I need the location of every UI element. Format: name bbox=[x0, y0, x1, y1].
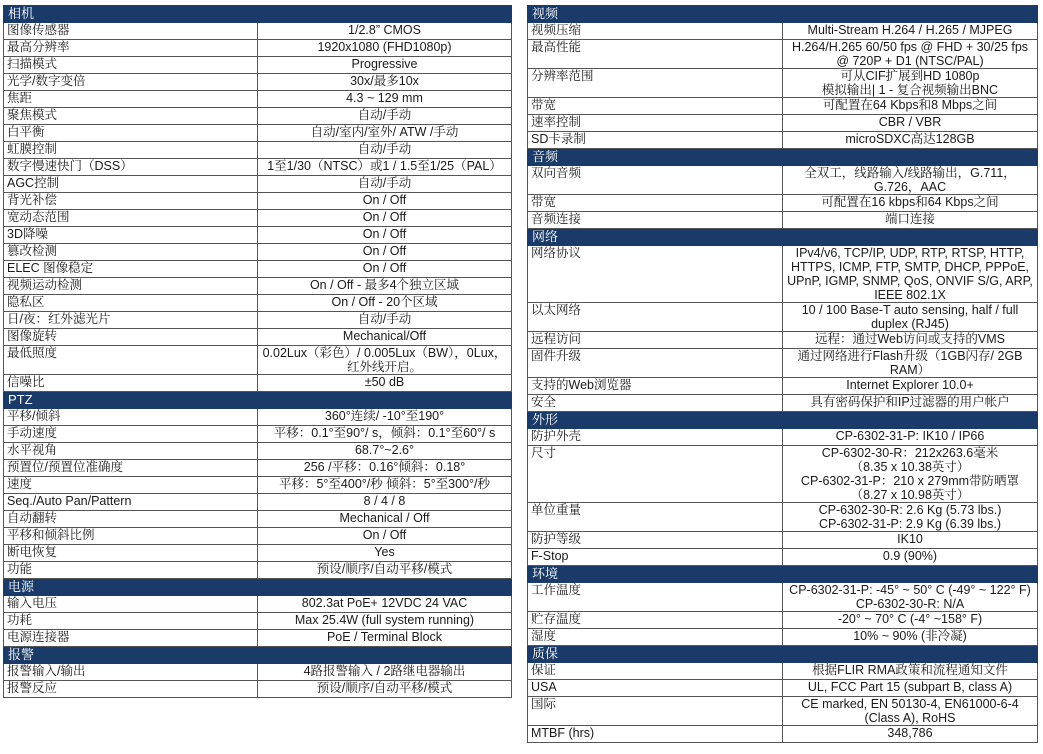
spec-row bbox=[4, 562, 512, 579]
spec-value: 360°连续/ -10°至190° bbox=[258, 409, 512, 426]
spec-row bbox=[528, 726, 1038, 743]
spec-row bbox=[528, 680, 1038, 697]
spec-value: 通过网络进行Flash升级（1GB闪存/ 2GB RAM） bbox=[783, 349, 1038, 378]
section-title: PTZ bbox=[4, 392, 512, 409]
spec-label: 输入电压 bbox=[4, 596, 258, 613]
section-header bbox=[4, 6, 512, 23]
spec-row bbox=[4, 278, 512, 295]
spec-value: Internet Explorer 10.0+ bbox=[783, 378, 1038, 395]
spec-row bbox=[528, 332, 1038, 349]
spec-label: 单位重量 bbox=[528, 503, 783, 532]
spec-value: 4路报警输入 / 2路继电器输出 bbox=[258, 664, 512, 681]
spec-label: 分辨率范围 bbox=[528, 69, 783, 98]
spec-label: 国际 bbox=[528, 697, 783, 726]
spec-value: Mechanical / Off bbox=[258, 511, 512, 528]
spec-row bbox=[528, 132, 1038, 149]
spec-value: 自动/室内/室外/ ATW /手动 bbox=[258, 125, 512, 142]
spec-row bbox=[4, 528, 512, 545]
spec-label: 防护外壳 bbox=[528, 429, 783, 446]
spec-row bbox=[528, 395, 1038, 412]
spec-label: AGC控制 bbox=[4, 176, 258, 193]
spec-label: 网络协议 bbox=[528, 246, 783, 303]
spec-row bbox=[528, 115, 1038, 132]
spec-label: 支持的Web浏览器 bbox=[528, 378, 783, 395]
spec-label: 电源连接器 bbox=[4, 630, 258, 647]
spec-label: 背光补偿 bbox=[4, 193, 258, 210]
spec-label: 速度 bbox=[4, 477, 258, 494]
spec-label: 手动速度 bbox=[4, 426, 258, 443]
section-title: 相机 bbox=[4, 6, 512, 23]
spec-row bbox=[528, 40, 1038, 69]
spec-value: -20° ~ 70° C (-4° ~158° F) bbox=[783, 612, 1038, 629]
spec-label: 水平视角 bbox=[4, 443, 258, 460]
spec-value: IK10 bbox=[783, 532, 1038, 549]
spec-value: 平移：0.1°至90°/ s，倾斜：0.1°至60°/ s bbox=[258, 426, 512, 443]
spec-row bbox=[528, 583, 1038, 612]
spec-row bbox=[528, 98, 1038, 115]
spec-row bbox=[4, 159, 512, 176]
spec-label: 平移和倾斜比例 bbox=[4, 528, 258, 545]
spec-row bbox=[528, 663, 1038, 680]
spec-label: 日/夜：红外滤光片 bbox=[4, 312, 258, 329]
spec-label: ELEC 图像稳定 bbox=[4, 261, 258, 278]
spec-value: UL, FCC Part 15 (subpart B, class A) bbox=[783, 680, 1038, 697]
spec-label: 报警反应 bbox=[4, 681, 258, 698]
spec-label: 3D降噪 bbox=[4, 227, 258, 244]
spec-value: 802.3at PoE+ 12VDC 24 VAC bbox=[258, 596, 512, 613]
spec-row bbox=[528, 195, 1038, 212]
section-header bbox=[528, 229, 1038, 246]
spec-value: 8 / 4 / 8 bbox=[258, 494, 512, 511]
section-header bbox=[528, 566, 1038, 583]
spec-value: CP-6302-31-P: -45° ~ 50° C (-49° ~ 122° F) CP-6302-30-R: N/A bbox=[783, 583, 1038, 612]
spec-value: 端口连接 bbox=[783, 212, 1038, 229]
spec-row bbox=[528, 303, 1038, 332]
spec-row bbox=[4, 142, 512, 159]
spec-label: 预置位/预置位准确度 bbox=[4, 460, 258, 477]
spec-value: On / Off bbox=[258, 210, 512, 227]
spec-value: 自动/手动 bbox=[258, 108, 512, 125]
spec-label: 平移/倾斜 bbox=[4, 409, 258, 426]
spec-label: 焦距 bbox=[4, 91, 258, 108]
spec-column-left bbox=[3, 5, 512, 698]
spec-value: On / Off bbox=[258, 227, 512, 244]
spec-value: On / Off bbox=[258, 193, 512, 210]
spec-label: 图像旋转 bbox=[4, 329, 258, 346]
spec-label: 数字慢速快门（DSS） bbox=[4, 159, 258, 176]
spec-label: 以太网络 bbox=[528, 303, 783, 332]
spec-value: Mechanical/Off bbox=[258, 329, 512, 346]
spec-label: F-Stop bbox=[528, 549, 783, 566]
spec-row bbox=[4, 244, 512, 261]
spec-row bbox=[4, 227, 512, 244]
spec-row bbox=[4, 494, 512, 511]
spec-row bbox=[4, 329, 512, 346]
spec-value: 自动/手动 bbox=[258, 142, 512, 159]
spec-label: 隐私区 bbox=[4, 295, 258, 312]
section-header bbox=[528, 646, 1038, 663]
spec-row bbox=[4, 443, 512, 460]
spec-label: 双向音频 bbox=[528, 166, 783, 195]
section-header bbox=[4, 392, 512, 409]
section-header bbox=[528, 412, 1038, 429]
spec-row bbox=[4, 295, 512, 312]
spec-value: 256 /平移：0.16°倾斜：0.18° bbox=[258, 460, 512, 477]
spec-row bbox=[528, 378, 1038, 395]
spec-row bbox=[4, 460, 512, 477]
spec-label: 报警输入/输出 bbox=[4, 664, 258, 681]
spec-label: 自动翻转 bbox=[4, 511, 258, 528]
spec-value: Progressive bbox=[258, 57, 512, 74]
spec-label: 带宽 bbox=[528, 195, 783, 212]
spec-value: 远程：通过Web访问或支持的VMS bbox=[783, 332, 1038, 349]
spec-value: 0.02Lux（彩色）/ 0.005Lux（BW），0Lux，红外线开启。 bbox=[258, 346, 512, 375]
spec-value: 348,786 bbox=[783, 726, 1038, 743]
spec-value: H.264/H.265 60/50 fps @ FHD + 30/25 fps @ 720P + D1 (NTSC/PAL) bbox=[783, 40, 1038, 69]
section-title: 电源 bbox=[4, 579, 512, 596]
spec-row bbox=[528, 612, 1038, 629]
spec-value: 4.3 ~ 129 mm bbox=[258, 91, 512, 108]
spec-row bbox=[4, 23, 512, 40]
spec-row bbox=[528, 246, 1038, 303]
spec-label: 篡改检测 bbox=[4, 244, 258, 261]
spec-row bbox=[4, 57, 512, 74]
section-title: 网络 bbox=[528, 229, 1038, 246]
spec-row bbox=[4, 346, 512, 375]
spec-row bbox=[528, 349, 1038, 378]
spec-row bbox=[4, 477, 512, 494]
spec-label: 光学/数字变倍 bbox=[4, 74, 258, 91]
spec-row bbox=[528, 429, 1038, 446]
spec-table-right bbox=[527, 5, 1038, 743]
spec-value: 1/2.8” CMOS bbox=[258, 23, 512, 40]
spec-label: 功能 bbox=[4, 562, 258, 579]
spec-label: 信噪比 bbox=[4, 375, 258, 392]
spec-label: 固件升级 bbox=[528, 349, 783, 378]
spec-label: 速率控制 bbox=[528, 115, 783, 132]
spec-row bbox=[528, 549, 1038, 566]
spec-value: CP-6302-30-R：212x263.6毫米 （8.35 x 10.38英寸） CP-6302-31-P：210 x 279mm带防晒罩（8.27 x 10.98英寸） bbox=[783, 446, 1038, 503]
spec-row bbox=[4, 613, 512, 630]
spec-row bbox=[528, 212, 1038, 229]
spec-value: PoE / Terminal Block bbox=[258, 630, 512, 647]
spec-value: 30x/最多10x bbox=[258, 74, 512, 91]
spec-value: 68.7°~2.6° bbox=[258, 443, 512, 460]
spec-label: 宽动态范围 bbox=[4, 210, 258, 227]
spec-value: microSDXC高达128GB bbox=[783, 132, 1038, 149]
spec-value: 具有密码保护和IP过滤器的用户帐户 bbox=[783, 395, 1038, 412]
spec-column-right bbox=[527, 5, 1038, 743]
spec-row bbox=[4, 409, 512, 426]
spec-value: CP-6302-30-R: 2.6 Kg (5.73 lbs.) CP-6302-31-P: 2.9 Kg (6.39 lbs.) bbox=[783, 503, 1038, 532]
section-title: 环境 bbox=[528, 566, 1038, 583]
spec-row bbox=[4, 596, 512, 613]
spec-row bbox=[4, 511, 512, 528]
spec-label: 防护等级 bbox=[528, 532, 783, 549]
spec-value: Max 25.4W (full system running) bbox=[258, 613, 512, 630]
spec-value: 可从CIF扩展到HD 1080p 模拟输出| 1 - 复合视频输出BNC bbox=[783, 69, 1038, 98]
spec-label: 最高分辨率 bbox=[4, 40, 258, 57]
spec-value: On / Off - 20个区域 bbox=[258, 295, 512, 312]
spec-label: 尺寸 bbox=[528, 446, 783, 503]
spec-label: USA bbox=[528, 680, 783, 697]
spec-value: 自动/手动 bbox=[258, 312, 512, 329]
spec-label: 视频运动检测 bbox=[4, 278, 258, 295]
spec-label: 图像传感器 bbox=[4, 23, 258, 40]
spec-row bbox=[4, 375, 512, 392]
spec-row bbox=[4, 664, 512, 681]
section-title: 质保 bbox=[528, 646, 1038, 663]
spec-value: 可配置在16 kbps和64 Kbps之间 bbox=[783, 195, 1038, 212]
spec-value: 全双工，线路输入/线路输出，G.711，G.726，AAC bbox=[783, 166, 1038, 195]
spec-row bbox=[4, 210, 512, 227]
spec-value: On / Off bbox=[258, 528, 512, 545]
spec-value: 平移：5°至400°/秒 倾斜：5°至300°/秒 bbox=[258, 477, 512, 494]
spec-row bbox=[4, 91, 512, 108]
spec-row bbox=[4, 630, 512, 647]
section-title: 外形 bbox=[528, 412, 1038, 429]
spec-row bbox=[528, 166, 1038, 195]
section-header bbox=[528, 149, 1038, 166]
section-title: 音频 bbox=[528, 149, 1038, 166]
spec-value: CP-6302-31-P: IK10 / IP66 bbox=[783, 429, 1038, 446]
spec-row bbox=[528, 503, 1038, 532]
spec-value: IPv4/v6, TCP/IP, UDP, RTP, RTSP, HTTP, HTTPS, ICMP, FTP, SMTP, DHCP, PPPoE, UPnP, IGMP, SNMP, QoS, ONVIF S/G, ARP, IEEE 802.1X bbox=[783, 246, 1038, 303]
spec-row bbox=[4, 74, 512, 91]
spec-value: 预设/顺序/自动平移/模式 bbox=[258, 681, 512, 698]
spec-row bbox=[4, 193, 512, 210]
spec-label: 最高性能 bbox=[528, 40, 783, 69]
spec-value: 自动/手动 bbox=[258, 176, 512, 193]
section-header bbox=[528, 6, 1038, 23]
spec-value: 1至1/30（NTSC）或1 / 1.5至1/25（PAL） bbox=[258, 159, 512, 176]
spec-row bbox=[528, 629, 1038, 646]
spec-label: 湿度 bbox=[528, 629, 783, 646]
section-title: 视频 bbox=[528, 6, 1038, 23]
spec-label: 虹膜控制 bbox=[4, 142, 258, 159]
spec-row bbox=[4, 108, 512, 125]
spec-value: Multi-Stream H.264 / H.265 / MJPEG bbox=[783, 23, 1038, 40]
spec-value: 根据FLIR RMA政策和流程通知文件 bbox=[783, 663, 1038, 680]
spec-value: 0.9 (90%) bbox=[783, 549, 1038, 566]
spec-value: 10% ~ 90% (非冷凝) bbox=[783, 629, 1038, 646]
spec-row bbox=[528, 446, 1038, 503]
spec-label: MTBF (hrs) bbox=[528, 726, 783, 743]
spec-value: 预设/顺序/自动平移/模式 bbox=[258, 562, 512, 579]
spec-table-left bbox=[3, 5, 512, 698]
spec-row bbox=[4, 681, 512, 698]
spec-row bbox=[4, 261, 512, 278]
spec-value: On / Off bbox=[258, 244, 512, 261]
spec-row bbox=[4, 176, 512, 193]
section-header bbox=[4, 579, 512, 596]
spec-label: 贮存温度 bbox=[528, 612, 783, 629]
spec-row bbox=[4, 545, 512, 562]
spec-label: SD卡录制 bbox=[528, 132, 783, 149]
spec-label: 远程访问 bbox=[528, 332, 783, 349]
spec-row bbox=[4, 426, 512, 443]
spec-row bbox=[528, 697, 1038, 726]
spec-value: On / Off - 最多4个独立区域 bbox=[258, 278, 512, 295]
spec-label: 工作温度 bbox=[528, 583, 783, 612]
spec-label: 扫描模式 bbox=[4, 57, 258, 74]
spec-value: 1920x1080 (FHD1080p) bbox=[258, 40, 512, 57]
spec-label: 保证 bbox=[528, 663, 783, 680]
spec-value: 10 / 100 Base-T auto sensing, half / full duplex (RJ45) bbox=[783, 303, 1038, 332]
spec-label: 最低照度 bbox=[4, 346, 258, 375]
spec-label: 安全 bbox=[528, 395, 783, 412]
spec-label: 功耗 bbox=[4, 613, 258, 630]
spec-row bbox=[528, 69, 1038, 98]
spec-row bbox=[528, 23, 1038, 40]
spec-value: Yes bbox=[258, 545, 512, 562]
spec-label: Seq./Auto Pan/Pattern bbox=[4, 494, 258, 511]
spec-value: ±50 dB bbox=[258, 375, 512, 392]
spec-label: 白平衡 bbox=[4, 125, 258, 142]
spec-value: CBR / VBR bbox=[783, 115, 1038, 132]
spec-row bbox=[4, 40, 512, 57]
spec-label: 断电恢复 bbox=[4, 545, 258, 562]
spec-label: 聚焦模式 bbox=[4, 108, 258, 125]
spec-label: 音频连接 bbox=[528, 212, 783, 229]
spec-row bbox=[4, 312, 512, 329]
spec-value: CE marked, EN 50130-4, EN61000-6-4 (Class A), RoHS bbox=[783, 697, 1038, 726]
spec-label: 带宽 bbox=[528, 98, 783, 115]
spec-row bbox=[4, 125, 512, 142]
spec-row bbox=[528, 532, 1038, 549]
section-header bbox=[4, 647, 512, 664]
spec-value: On / Off bbox=[258, 261, 512, 278]
spec-value: 可配置在64 Kbps和8 Mbps之间 bbox=[783, 98, 1038, 115]
section-title: 报警 bbox=[4, 647, 512, 664]
spec-label: 视频压缩 bbox=[528, 23, 783, 40]
